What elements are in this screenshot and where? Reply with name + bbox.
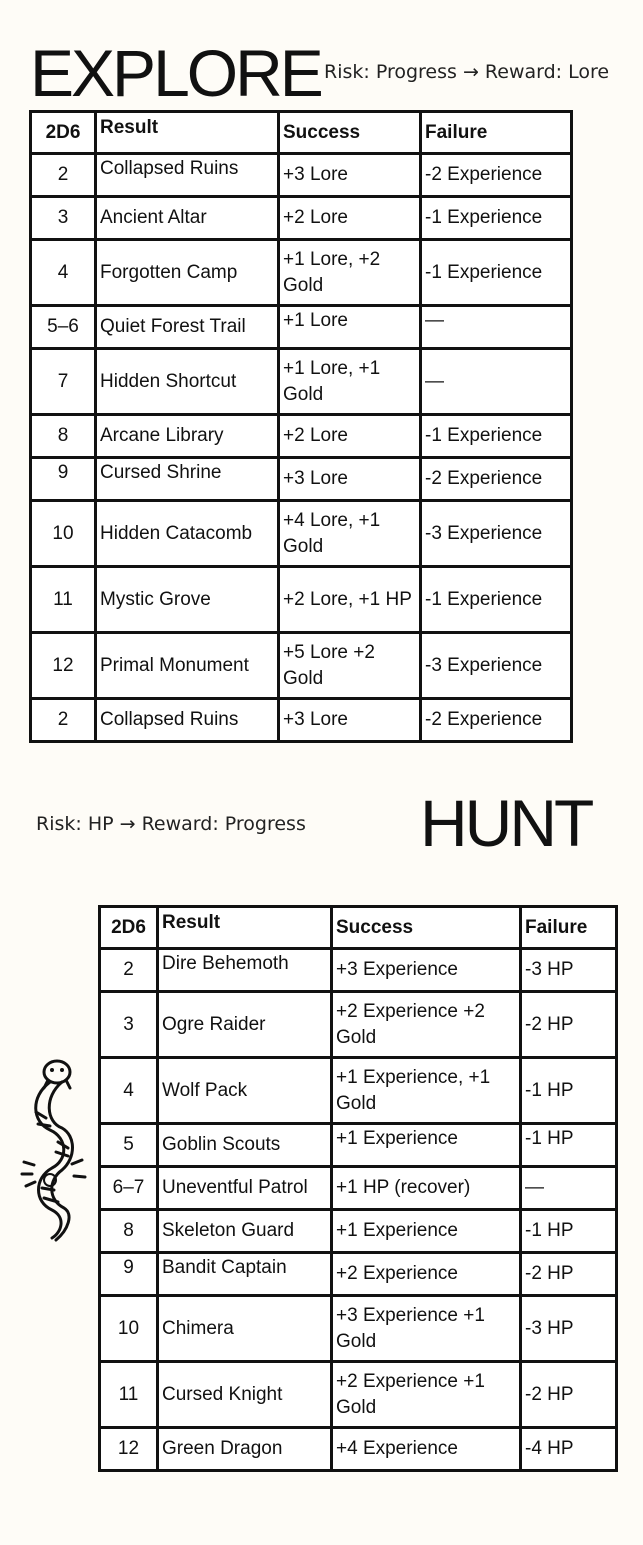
header-success: Success bbox=[279, 112, 421, 154]
table-row bbox=[100, 949, 617, 992]
header-success: Success bbox=[332, 907, 521, 949]
roll-cell: 10 bbox=[100, 1296, 158, 1362]
success-cell: +2 Lore bbox=[279, 415, 421, 458]
failure-cell: -4 HP bbox=[521, 1428, 617, 1471]
table-row bbox=[31, 699, 572, 742]
table-row bbox=[31, 349, 572, 415]
result-cell: Green Dragon bbox=[158, 1428, 332, 1471]
result-cell: Goblin Scouts bbox=[158, 1124, 332, 1167]
success-cell: +3 Experience +1 Gold bbox=[332, 1296, 521, 1362]
failure-cell: -1 Experience bbox=[421, 567, 572, 633]
roll-cell: 6–7 bbox=[100, 1167, 158, 1210]
success-cell: +4 Experience bbox=[332, 1428, 521, 1471]
roll-cell: 12 bbox=[31, 633, 96, 699]
hunt-subtitle: Risk: HP → Reward: Progress bbox=[36, 813, 306, 835]
hunt-table bbox=[98, 905, 618, 1472]
success-cell: +3 Lore bbox=[279, 154, 421, 197]
failure-cell: -1 Experience bbox=[421, 240, 572, 306]
result-cell: Quiet Forest Trail bbox=[96, 306, 279, 349]
success-cell: +2 Lore, +1 HP bbox=[279, 567, 421, 633]
roll-cell: 3 bbox=[31, 197, 96, 240]
roll-cell: 11 bbox=[100, 1362, 158, 1428]
table-row bbox=[31, 415, 572, 458]
header-failure: Failure bbox=[421, 112, 572, 154]
table-row bbox=[100, 1210, 617, 1253]
failure-cell: -2 Experience bbox=[421, 154, 572, 197]
roll-cell: 5 bbox=[100, 1124, 158, 1167]
table-row bbox=[100, 1167, 617, 1210]
failure-cell: -3 Experience bbox=[421, 501, 572, 567]
explore-table bbox=[29, 110, 573, 743]
roll-cell: 11 bbox=[31, 567, 96, 633]
success-cell: +2 Experience +1 Gold bbox=[332, 1362, 521, 1428]
success-cell: +3 Experience bbox=[332, 949, 521, 992]
roll-cell: 2 bbox=[31, 699, 96, 742]
table-row bbox=[31, 501, 572, 567]
header-result: Result bbox=[158, 907, 332, 949]
failure-cell: -2 Experience bbox=[421, 699, 572, 742]
success-cell: +2 Experience +2 Gold bbox=[332, 992, 521, 1058]
failure-cell: -3 HP bbox=[521, 949, 617, 992]
roll-cell: 4 bbox=[100, 1058, 158, 1124]
table-row bbox=[100, 1362, 617, 1428]
failure-cell: -1 Experience bbox=[421, 415, 572, 458]
result-cell: Uneventful Patrol bbox=[158, 1167, 332, 1210]
roll-cell: 9 bbox=[31, 458, 96, 501]
result-cell: Forgotten Camp bbox=[96, 240, 279, 306]
roll-cell: 2 bbox=[31, 154, 96, 197]
roll-cell: 9 bbox=[100, 1253, 158, 1296]
explore-title: EXPLORE bbox=[30, 36, 321, 110]
result-cell: Mystic Grove bbox=[96, 567, 279, 633]
success-cell: +1 Lore, +1 Gold bbox=[279, 349, 421, 415]
result-cell: Dire Behemoth bbox=[158, 949, 332, 992]
result-cell: Wolf Pack bbox=[158, 1058, 332, 1124]
failure-cell: -1 HP bbox=[521, 1058, 617, 1124]
success-cell: +1 HP (recover) bbox=[332, 1167, 521, 1210]
header-roll: 2D6 bbox=[100, 907, 158, 949]
result-cell: Ancient Altar bbox=[96, 197, 279, 240]
roll-cell: 8 bbox=[100, 1210, 158, 1253]
table-header-row bbox=[100, 907, 617, 949]
success-cell: +1 Experience bbox=[332, 1124, 521, 1167]
roll-cell: 2 bbox=[100, 949, 158, 992]
roll-cell: 8 bbox=[31, 415, 96, 458]
roll-cell: 7 bbox=[31, 349, 96, 415]
success-cell: +1 Experience bbox=[332, 1210, 521, 1253]
table-row bbox=[100, 1428, 617, 1471]
roll-cell: 3 bbox=[100, 992, 158, 1058]
success-cell: +1 Lore bbox=[279, 306, 421, 349]
failure-cell: -3 Experience bbox=[421, 633, 572, 699]
success-cell: +2 Experience bbox=[332, 1253, 521, 1296]
failure-cell: -2 HP bbox=[521, 1253, 617, 1296]
failure-cell: -2 HP bbox=[521, 992, 617, 1058]
table-row bbox=[31, 197, 572, 240]
success-cell: +4 Lore, +1 Gold bbox=[279, 501, 421, 567]
success-cell: +2 Lore bbox=[279, 197, 421, 240]
failure-cell: — bbox=[521, 1167, 617, 1210]
result-cell: Hidden Catacomb bbox=[96, 501, 279, 567]
failure-cell: -2 HP bbox=[521, 1362, 617, 1428]
table-row bbox=[31, 458, 572, 501]
result-cell: Primal Monument bbox=[96, 633, 279, 699]
failure-cell: -2 Experience bbox=[421, 458, 572, 501]
table-header-row bbox=[31, 112, 572, 154]
table-row bbox=[100, 992, 617, 1058]
table-row bbox=[31, 306, 572, 349]
table-row bbox=[100, 1124, 617, 1167]
roll-cell: 12 bbox=[100, 1428, 158, 1471]
result-cell: Collapsed Ruins bbox=[96, 699, 279, 742]
result-cell: Skeleton Guard bbox=[158, 1210, 332, 1253]
roll-cell: 5–6 bbox=[31, 306, 96, 349]
failure-cell: -3 HP bbox=[521, 1296, 617, 1362]
table-row bbox=[31, 240, 572, 306]
success-cell: +1 Experience, +1 Gold bbox=[332, 1058, 521, 1124]
table-row bbox=[31, 154, 572, 197]
success-cell: +5 Lore +2 Gold bbox=[279, 633, 421, 699]
header-failure: Failure bbox=[521, 907, 617, 949]
table-row bbox=[31, 633, 572, 699]
result-cell: Ogre Raider bbox=[158, 992, 332, 1058]
header-result: Result bbox=[96, 112, 279, 154]
success-cell: +3 Lore bbox=[279, 458, 421, 501]
failure-cell: -1 HP bbox=[521, 1124, 617, 1167]
result-cell: Arcane Library bbox=[96, 415, 279, 458]
failure-cell: -1 HP bbox=[521, 1210, 617, 1253]
table-row bbox=[100, 1296, 617, 1362]
header-roll: 2D6 bbox=[31, 112, 96, 154]
roll-cell: 4 bbox=[31, 240, 96, 306]
table-row bbox=[100, 1253, 617, 1296]
failure-cell: — bbox=[421, 349, 572, 415]
success-cell: +1 Lore, +2 Gold bbox=[279, 240, 421, 306]
success-cell: +3 Lore bbox=[279, 699, 421, 742]
result-cell: Cursed Shrine bbox=[96, 458, 279, 501]
explore-subtitle: Risk: Progress → Reward: Lore bbox=[324, 61, 610, 83]
roll-cell: 10 bbox=[31, 501, 96, 567]
table-row bbox=[31, 567, 572, 633]
table-row bbox=[100, 1058, 617, 1124]
hunt-title: HUNT bbox=[420, 786, 592, 860]
result-cell: Hidden Shortcut bbox=[96, 349, 279, 415]
failure-cell: -1 Experience bbox=[421, 197, 572, 240]
result-cell: Bandit Captain bbox=[158, 1253, 332, 1296]
failure-cell: — bbox=[421, 306, 572, 349]
snake-icon bbox=[10, 1052, 90, 1242]
result-cell: Chimera bbox=[158, 1296, 332, 1362]
result-cell: Cursed Knight bbox=[158, 1362, 332, 1428]
result-cell: Collapsed Ruins bbox=[96, 154, 279, 197]
